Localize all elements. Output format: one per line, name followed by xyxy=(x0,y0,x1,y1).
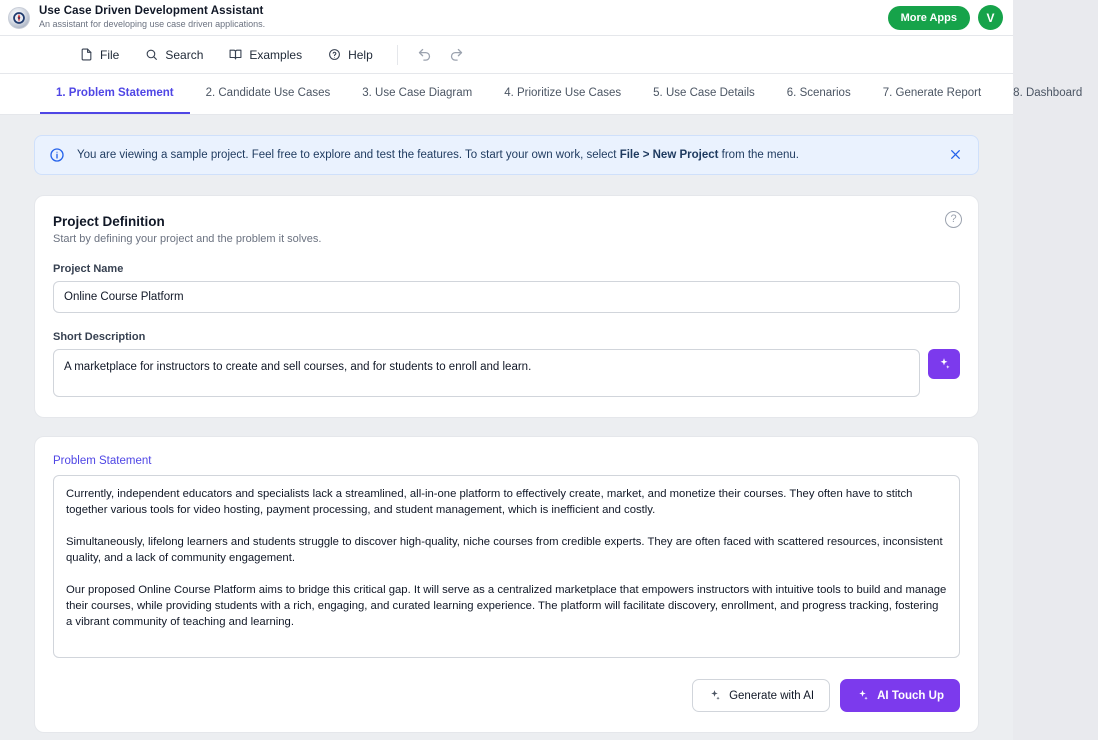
tab-generate-report[interactable]: 7. Generate Report xyxy=(882,87,982,99)
close-icon[interactable] xyxy=(947,148,964,163)
generate-with-ai-label: Generate with AI xyxy=(729,689,815,702)
app-compass-icon xyxy=(8,7,30,29)
undo-arrow-icon[interactable] xyxy=(410,42,440,68)
question-mark-icon[interactable]: ? xyxy=(945,211,962,228)
app-subtitle: An assistant for developing use case driven applications. xyxy=(39,19,266,30)
banner-text-bold: File > New Project xyxy=(619,149,719,161)
menu-item-examples-label: Examples xyxy=(249,47,303,62)
tab-use-case-details[interactable]: 5. Use Case Details xyxy=(653,87,755,99)
file-icon xyxy=(80,48,93,61)
info-circle-icon xyxy=(49,147,65,163)
project-name-label: Project Name xyxy=(53,263,124,275)
menu-item-file-label: File xyxy=(100,47,120,62)
tab-problem-statement[interactable]: 1. Problem Statement xyxy=(40,74,190,114)
title-text-group xyxy=(39,5,265,30)
page-title: Project Definition xyxy=(53,214,165,229)
short-description-input[interactable] xyxy=(53,349,920,397)
sample-project-banner xyxy=(34,135,979,175)
banner-text-before: You are viewing a sample project. Feel free to explore and test the features. To start your own work, select xyxy=(77,149,620,161)
book-icon xyxy=(229,48,242,61)
sparkles-icon-button[interactable] xyxy=(928,349,960,379)
tab-scenarios[interactable]: 6. Scenarios xyxy=(786,87,851,99)
short-description-label: Short Description xyxy=(53,331,146,343)
tab-dashboard[interactable]: 8. Dashboard xyxy=(1013,87,1083,99)
menu-item-help-label: Help xyxy=(348,47,373,62)
sparkles-icon xyxy=(856,689,869,702)
tab-use-case-diagram[interactable]: 3. Use Case Diagram xyxy=(362,87,473,99)
help-circle-icon xyxy=(328,48,341,61)
project-definition-card xyxy=(34,195,979,418)
main-content xyxy=(0,115,1013,740)
tab-candidate-use-cases[interactable]: 2. Candidate Use Cases xyxy=(205,87,331,99)
generate-with-ai-button[interactable] xyxy=(692,679,830,712)
menu-item-examples[interactable] xyxy=(217,42,314,68)
problem-statement-actions xyxy=(53,679,960,712)
menu-divider xyxy=(397,45,398,65)
ai-touch-up-button[interactable] xyxy=(840,679,960,712)
menu-item-help[interactable] xyxy=(316,42,385,68)
app-title: Use Case Driven Development Assistant xyxy=(39,5,264,18)
menu-item-file[interactable] xyxy=(68,42,131,68)
title-bar xyxy=(0,0,1013,36)
problem-statement-card xyxy=(34,436,979,733)
menu-item-search-label: Search xyxy=(165,47,204,62)
problem-statement-label: Problem Statement xyxy=(53,455,152,467)
problem-statement-input[interactable] xyxy=(53,475,960,658)
project-definition-subtitle: Start by defining your project and the problem it solves. xyxy=(53,233,322,245)
more-apps-button[interactable]: More Apps xyxy=(888,6,970,30)
sparkles-icon xyxy=(708,689,721,702)
banner-message xyxy=(77,149,935,161)
menu-item-search[interactable] xyxy=(133,42,215,68)
project-name-input[interactable] xyxy=(53,281,960,313)
redo-arrow-icon[interactable] xyxy=(442,42,472,68)
title-bar-actions xyxy=(888,5,1003,30)
step-tabs xyxy=(0,74,1083,115)
ai-touch-up-label: AI Touch Up xyxy=(877,689,944,702)
tab-prioritize-use-cases[interactable]: 4. Prioritize Use Cases xyxy=(504,87,622,99)
short-description-row xyxy=(53,349,960,397)
avatar[interactable]: V xyxy=(978,5,1003,30)
banner-text-after: from the menu. xyxy=(718,149,799,161)
menu-bar xyxy=(0,36,1013,74)
search-icon xyxy=(145,48,158,61)
